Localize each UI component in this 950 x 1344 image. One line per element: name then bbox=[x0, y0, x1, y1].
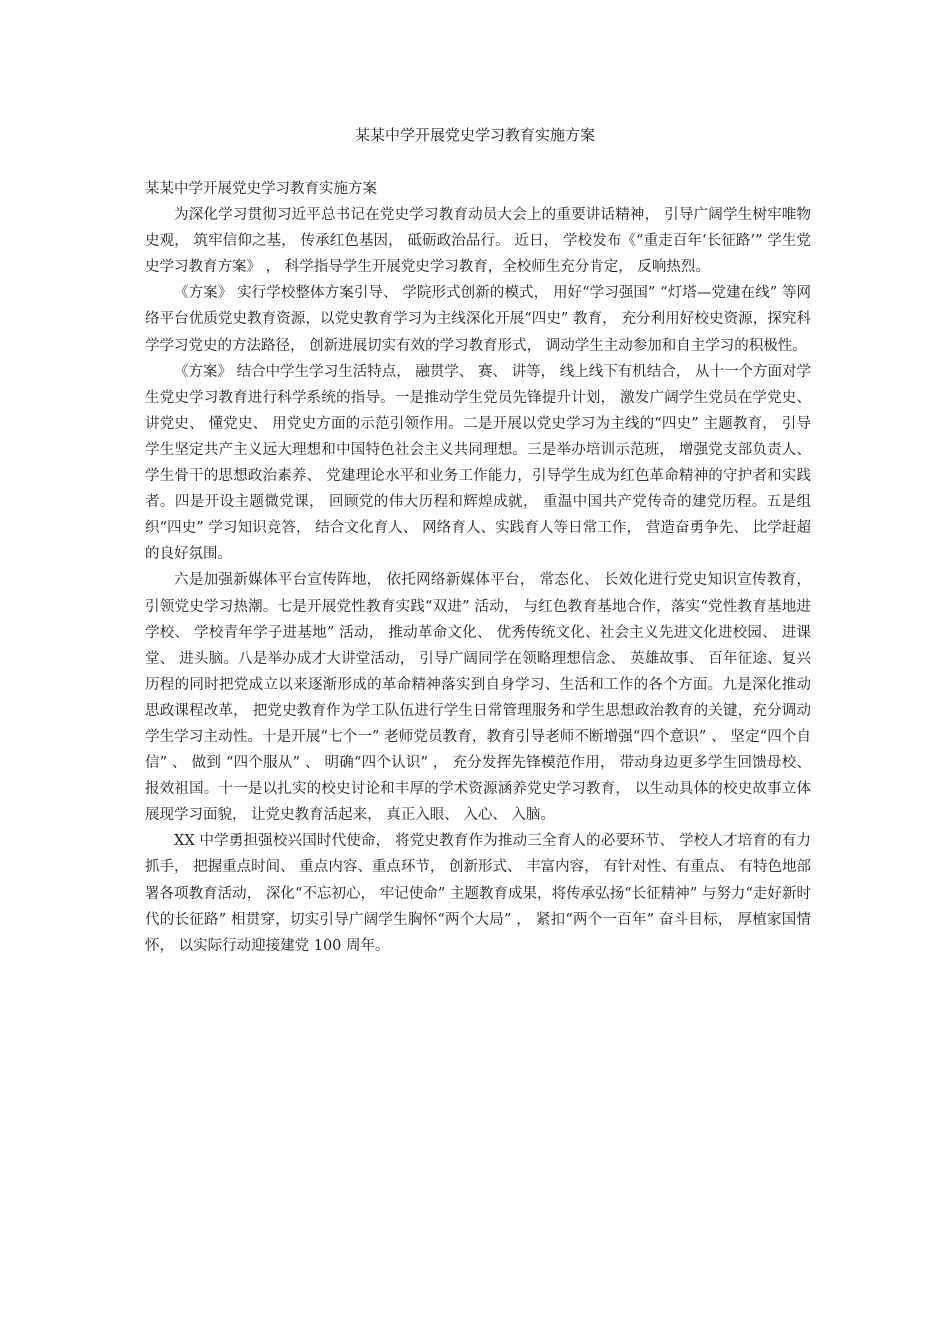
paragraph-plan-items-1-5: 《方案》 结合中学生学习生活特点， 融贯学、 赛、 讲等， 线上线下有机结合， 从十一个方面对学生党史学习教育进行科学系统的指导。一是推动学生党员先锋提升计划， 激发广阔学生党员在学党史、讲党史、 懂党史、 用党史方面的示范引领作用。二是开展以党史学习为主线的“四史” 主题教育， 引导学生坚定共产主义远大理想和中国特色社会主义共同理想。三是举办培训示范班， 增强党支部负责人、 学生骨干的思想政治素养、 党建理论水平和业务工作能力，引导学生成为红色革命精神的守护者和实践者。四是开设主题微党课， 回顾党的伟大历程和辉煌成就， 重温中国共产党传奇的建党历程。五是组织“四史” 学习知识竞答， 结合文化育人、 网络育人、实践育人等日常工作， 营造奋勇争先、 比学赶超的良好氛围。 bbox=[145, 363, 811, 563]
page-title: 某某中学开展党史学习教育实施方案 bbox=[354, 126, 595, 144]
paragraph-plan-model: 《方案》 实行学校整体方案引导、 学院形式创新的模式， 用好“学习强国” “灯塔—党建在线” 等网络平台优质党史教育资源，以党史教育学习为主线深化开展“四史” 教育， 充分利用好校史资源，探究科学学习党史的方法路径， 创新进展切实有效的学习教育形式， 调动学生主动参加和自主学习的积极性。 bbox=[145, 285, 811, 354]
paragraph-conclusion: XX 中学勇担强校兴国时代使命， 将党史教育作为推动三全育人的必要环节、 学校人才培育的有力抓手， 把握重点时间、 重点内容、重点环节， 创新形式、 丰富内容， 有针对性、有重点、 有特色地部署各项教育活动， 深化“不忘初心， 牢记使命” 主题教育成果，将传承弘扬“长征精神” 与努力“走好新时代的长征路” 相贯穿，切实引导广阔学生胸怀“两个大局” ， 紧扣“两个一百年” 奋斗目标， 厚植家国情怀， 以实际行动迎接建党 100 周年。 bbox=[145, 833, 811, 954]
paragraph-plan-items-6-11: 六是加强新媒体平台宣传阵地， 依托网络新媒体平台， 常态化、 长效化进行党史知识宣传教育， 引领党史学习热潮。七是开展党性教育实践“双进” 活动， 与红色教育基地合作，落实“党性教育基地进学校、 学校青年学子进基地” 活动， 推动革命文化、 优秀传统文化、社会主义先进文化进校园、 进课堂、 进头脑。八是举办成才大讲堂活动， 引导广阔同学在领略理想信念、 英雄故事、 百年征途、复兴历程的同时把党成立以来逐渐形成的革命精神落实到自身学习、生活和工作的各个方面。九是深化推动思政课程改革， 把党史教育作为学工队伍进行学生日常管理服务和学生思想政治教育的关键，充分调动学生学习主动性。十是开展“七个一” 老师党员教育，教育引导老师不断增强“四个意识” 、 坚定“四个自信” 、 做到 “四个服从” 、 明确“四个认识” ， 充分发挥先锋模范作用， 带动身边更多学生回馈母校、 报效祖国。十一是以扎实的校史讨论和丰厚的学术资源涵养党史学习教育， 以生动具体的校史故事立体展现学习面貌， 让党史教育活起来， 真正入眼、 入心、 入脑。 bbox=[145, 572, 811, 824]
paragraph-intro: 为深化学习贯彻习近平总书记在党史学习教育动员大会上的重要讲话精神， 引导广阔学生树牢唯物史观， 筑牢信仰之基， 传承红色基因， 砥砺政治品行。 近日， 学校发布《“重走百年‘长征路’” 学生党史学习教育方案》 ， 科学指导学生开展党史学习教育，全校师生充分肯定， 反响热烈。 bbox=[145, 207, 811, 276]
document-subtitle: 某某中学开展党史学习教育实施方案 bbox=[145, 181, 377, 197]
document-body bbox=[145, 176, 811, 959]
